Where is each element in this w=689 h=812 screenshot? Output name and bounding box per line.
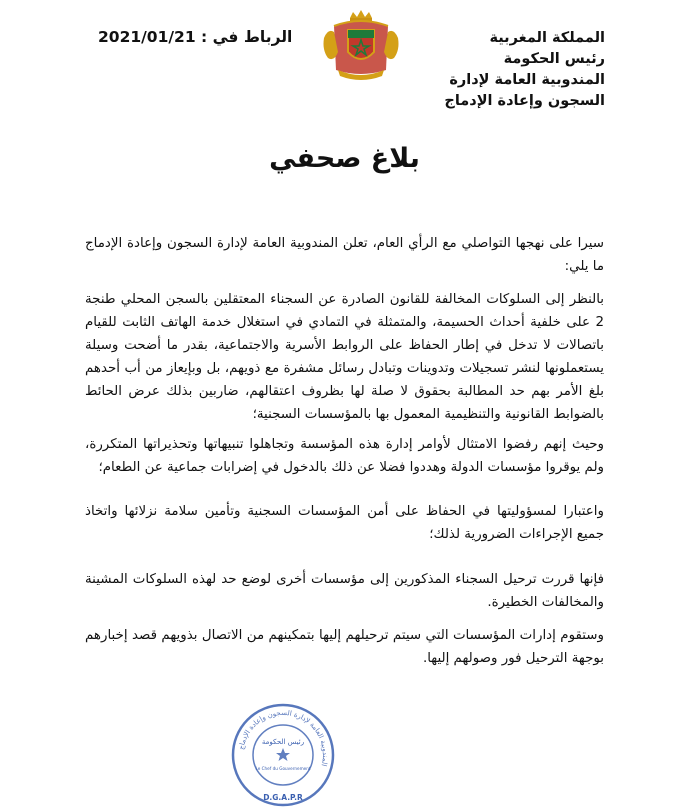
svg-text:رئيس الحكومة: رئيس الحكومة (261, 738, 305, 746)
document-title: بلاغ صحفي (269, 143, 420, 174)
svg-text:Le Chef du Gouvernement: Le Chef du Gouvernement (255, 766, 311, 771)
org-line-delegation: المندوبية العامة لإدارة (449, 72, 605, 88)
paragraph-contact: وستقوم إدارات المؤسسات التي سيتم ترحيلهم إليها بتمكينهم من الاتصال بذويهم قصد إخبارهم بوجهة الترحيل فور وصولهم إليها. (85, 628, 604, 666)
org-line-kingdom: المملكة المغربية (489, 30, 605, 46)
date-line: الرباط في : 2021/01/21 (98, 28, 293, 46)
paragraph-considering: بالنظر إلى السلوكات المخالفة للقانون الصادرة عن السجناء المعتقلين بالسجن المحلي طنجة 2 على خلفية أحداث الحسيمة، والمتمثلة في التمادي في استغلال خدمة الهاتف الثابت للقيام باتصالات لا تدخل في إطار الحفاظ على الروابط الأسرية والاجتماعية، بقدر ما أضحت وسيلة يستعملونها لنشر تسجيلات وتدوينات وتبادل رسائل مشفرة مع ذويهم، بل وبإيعاز من أب أحدهم بلغ الأمر بهم حد المطالبة بحقوق لا صلة لها بظروف اعتقالهم، ضاربين بذلك عرض الحائط بالضوابط القانونية والتنظيمية المعمول بها بالمؤسسات السجنية؛ (85, 292, 604, 422)
org-line-head-of-government: رئيس الحكومة (503, 51, 605, 67)
svg-text:المندوبية العامة لإدارة السجون: المندوبية العامة لإدارة السجون وإعادة الإدماج (237, 708, 330, 768)
org-line-prisons: السجون وإعادة الإدماج (444, 93, 605, 109)
paragraph-whereas: وحيث إنهم رفضوا الامتثال لأوامر إدارة هذه المؤسسة وتجاهلوا تنبيهاتها وتحذيراتها المتكررة، ولم يوقروا مؤسسات الدولة وهددوا فضلا عن ذلك بالدخول في إضرابات جماعية عن الطعام؛ (85, 437, 604, 475)
paragraph-intro: سيرا على نهجها التواصلي مع الرأي العام، تعلن المندوبية العامة لإدارة السجون وإعادة الإدماج ما يلي: (85, 236, 604, 274)
organization-header (444, 28, 605, 112)
official-stamp-icon (228, 700, 338, 810)
svg-text:D.G.A.P.R: D.G.A.P.R (263, 793, 303, 802)
paragraph-decision: فإنها قررت ترحيل السجناء المذكورين إلى مؤسسات أخرى لوضع حد لهذه السلوكات المشينة والمخالفات الخطيرة. (85, 572, 604, 610)
moroccan-coat-of-arms-icon (320, 8, 402, 82)
paragraph-responsibility: واعتبارا لمسؤوليتها في الحفاظ على أمن المؤسسات السجنية وتأمين سلامة نزلائها واتخاذ جميع الإجراءات الضرورية لذلك؛ (85, 504, 604, 542)
